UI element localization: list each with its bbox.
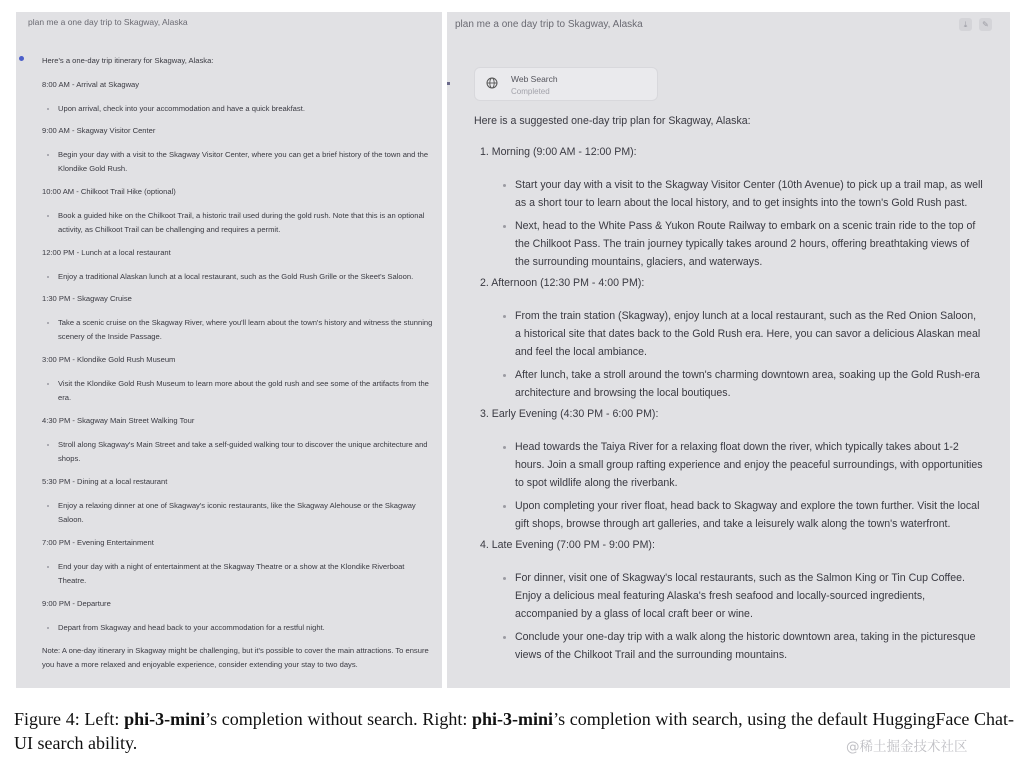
watermark: @稀土掘金技术社区 xyxy=(846,739,968,755)
left-item-time: 10:00 AM - Chilkoot Trail Hike (optional) xyxy=(42,187,176,196)
right-section-heading: 1. Morning (9:00 AM - 12:00 PM): xyxy=(480,146,637,158)
globe-icon xyxy=(485,77,499,91)
left-chat-panel xyxy=(16,12,442,688)
left-user-prompt: plan me a one day trip to Skagway, Alaska xyxy=(28,17,188,27)
left-item-time: 9:00 AM - Skagway Visitor Center xyxy=(42,126,156,135)
right-section-heading: 2. Afternoon (12:30 PM - 4:00 PM): xyxy=(480,277,645,289)
left-item-detail: Enjoy a traditional Alaskan lunch at a local restaurant, such as the Gold Rush Grille or the Skeet's Saloon. xyxy=(42,270,434,293)
left-item-time: 4:30 PM - Skagway Main Street Walking Tour xyxy=(42,416,195,425)
caption-suffix: ’s completion with search, using the default HuggingFace Chat-UI search ability. xyxy=(14,709,1014,753)
assistant-indicator-dot xyxy=(19,56,24,61)
left-itinerary-list xyxy=(42,79,434,644)
caption-model-right: phi-3-mini xyxy=(472,709,554,729)
right-section-bullet: Conclude your one-day trip with a walk along the historic downtown area, taking in the picturesque views of the Chilkoot Trail and the surrounding mountains. xyxy=(474,628,984,669)
left-item-time: 3:00 PM - Klondike Gold Rush Museum xyxy=(42,355,176,364)
caption-model-left: phi-3-mini xyxy=(124,709,206,729)
left-item-time: 1:30 PM - Skagway Cruise xyxy=(42,294,132,303)
web-search-status: Completed xyxy=(511,87,550,96)
left-response xyxy=(42,55,434,672)
left-item-detail: Enjoy a relaxing dinner at one of Skagway's iconic restaurants, like the Skagway Alehouse or the Skagway Saloon. xyxy=(42,499,434,537)
web-search-card[interactable] xyxy=(474,67,658,101)
download-icon[interactable]: ⤓ xyxy=(959,18,972,31)
left-item-detail: Take a scenic cruise on the Skagway River, where you'll learn about the town's history and witness the stunning scenery of the Inside Passage. xyxy=(42,316,434,354)
right-section-bullet: Next, head to the White Pass & Yukon Route Railway to embark on a scenic train ride to the top of the Chilkoot Pass. The train journey typically takes around 2 hours, offering breathtaking views of the surrounding mountains, glaciers, and waterways. xyxy=(474,217,984,276)
right-section-bullet: Start your day with a visit to the Skagway Visitor Center (10th Avenue) to pick up a trail map, as well as a short tour to learn about the local history, and to get insights into the town's Gold Rush past. xyxy=(474,176,984,217)
left-item-detail: Begin your day with a visit to the Skagway Visitor Center, where you can get a brief history of the town and the Klondike Gold Rush. xyxy=(42,148,434,186)
right-chat-panel xyxy=(447,12,1010,688)
right-response xyxy=(474,114,984,669)
right-itinerary-list xyxy=(474,145,984,669)
right-response-intro: Here is a suggested one-day trip plan for Skagway, Alaska: xyxy=(474,115,751,127)
left-item-time: 9:00 PM - Departure xyxy=(42,599,111,608)
right-section-bullet: From the train station (Skagway), enjoy lunch at a local restaurant, such as the Red Onion Saloon, a historical site that dates back to the Gold Rush era. Here, you can savor a delicious Alaskan meal and feel the local ambiance. xyxy=(474,307,984,366)
right-section-heading: 4. Late Evening (7:00 PM - 9:00 PM): xyxy=(480,539,655,551)
right-section-heading: 3. Early Evening (4:30 PM - 6:00 PM): xyxy=(480,408,659,420)
left-response-note: Note: A one-day itinerary in Skagway might be challenging, but it's possible to cover the main attractions. To ensure you have a more relaxed and enjoyable experience, consider extending your stay to two days. xyxy=(42,646,429,669)
left-response-intro: Here's a one-day trip itinerary for Skagway, Alaska: xyxy=(42,56,214,65)
left-item-detail: Upon arrival, check into your accommodation and have a quick breakfast. xyxy=(42,102,434,125)
right-section-bullet: Upon completing your river float, head back to Skagway and explore the town further. Visit the local gift shops, browse through art galleries, and take a leisurely walk along the town's waterfront. xyxy=(474,497,984,538)
caption-prefix: Figure 4: Left: xyxy=(14,709,125,729)
left-item-time: 8:00 AM - Arrival at Skagway xyxy=(42,80,140,89)
right-section-bullet: For dinner, visit one of Skagway's local restaurants, such as the Salmon King or Tin Cup Coffee. Enjoy a delicious meal featuring Alaska's fresh seafood and locally-sourced ingredients, accompanied by a glass of local craft beer or wine. xyxy=(474,569,984,628)
left-item-time: 7:00 PM - Evening Entertainment xyxy=(42,538,154,547)
edit-icon[interactable]: ✎ xyxy=(979,18,992,31)
left-item-time: 5:30 PM - Dining at a local restaurant xyxy=(42,477,168,486)
left-item-detail: Depart from Skagway and head back to your accommodation for a restful night. xyxy=(42,621,434,644)
left-item-detail: Visit the Klondike Gold Rush Museum to learn more about the gold rush and see some of the artifacts from the era. xyxy=(42,377,434,415)
assistant-marker xyxy=(447,82,450,85)
left-item-time: 12:00 PM - Lunch at a local restaurant xyxy=(42,248,171,257)
caption-middle: ’s completion without search. Right: xyxy=(205,709,473,729)
web-search-title: Web Search xyxy=(511,74,558,84)
left-item-detail: Book a guided hike on the Chilkoot Trail, a historic trail used during the gold rush. Note that this is an optional activity, as Chilkoot Trail can be challenging and requires a permit. xyxy=(42,209,434,247)
left-item-detail: Stroll along Skagway's Main Street and take a self-guided walking tour to discover the unique architecture and shops. xyxy=(42,438,434,476)
right-user-prompt: plan me a one day trip to Skagway, Alaska xyxy=(455,19,643,30)
right-section-bullet: Head towards the Taiya River for a relaxing float down the river, which typically takes about 1-2 hours. Join a small group rafting experience and enjoy the peaceful surroundings, with opportunities to spot wildlife along the riverbank. xyxy=(474,438,984,497)
right-section-bullet: After lunch, take a stroll around the town's charming downtown area, soaking up the Gold Rush-era architecture and browsing the local boutiques. xyxy=(474,366,984,407)
left-item-detail: End your day with a night of entertainment at the Skagway Theatre or a show at the Klondike Riverboat Theatre. xyxy=(42,560,434,598)
